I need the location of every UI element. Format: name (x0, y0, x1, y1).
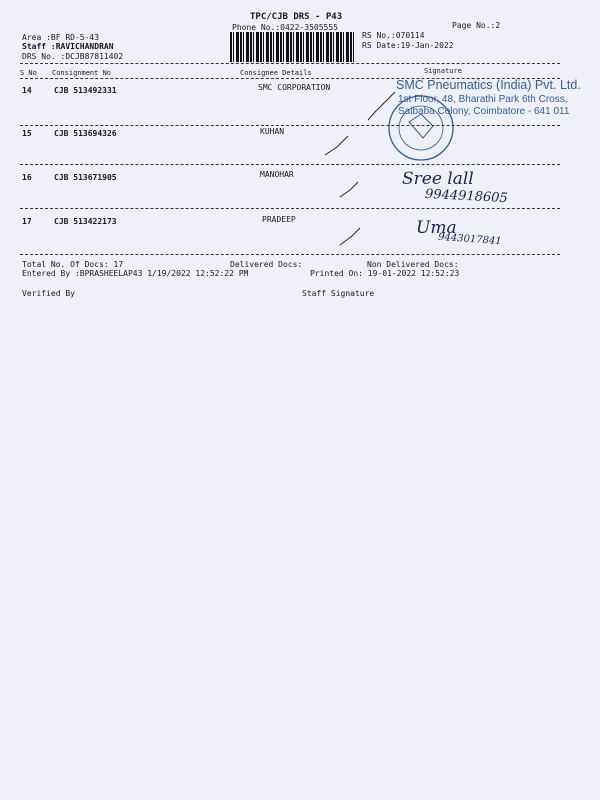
handwritten-signature: Sree lall (402, 169, 474, 189)
document-title: TPC/CJB DRS - P43 (250, 12, 343, 22)
column-header-sno: S No (20, 69, 37, 77)
handwritten-phone: 9443017841 (437, 231, 502, 248)
row-consignee: MANOHAR (260, 170, 294, 179)
divider (20, 208, 560, 209)
divider (20, 125, 560, 126)
column-header-signature: Signature (424, 67, 462, 75)
row-consignment-no: CJB 513492331 (54, 86, 117, 95)
handwritten-phone: 9944918605 (424, 186, 509, 207)
staff-signature: Staff Signature (302, 289, 375, 298)
row-consignee: KUHAN (260, 127, 285, 136)
row-consignment-no: CJB 513694326 (54, 129, 117, 138)
row-sno: 14 (22, 86, 32, 95)
row-sno: 16 (22, 173, 32, 182)
printed-on: Printed On: 19-01-2022 12:52:23 (310, 269, 460, 278)
divider (20, 164, 560, 165)
row-consignee: SMC CORPORATION (258, 83, 331, 92)
rs-date: RS Date:19-Jan-2022 (362, 41, 454, 50)
row-sno: 17 (22, 217, 32, 226)
column-header-consignment: Consignment No (52, 69, 112, 77)
page-number: Page No.:2 (452, 21, 501, 30)
total-docs: Total No. Of Docs: 17 (22, 260, 124, 269)
drs-number: DRS No. :DCJB87811402 (22, 52, 124, 61)
non-delivered-docs: Non Delivered Docs: (367, 260, 459, 269)
phone-number: Phone No.:0422-3505555 (232, 23, 338, 32)
stamp-address-line1: 1st Floor, 48, Bharathi Park 6th Cross, (398, 94, 568, 105)
row-consignment-no: CJB 513671905 (54, 173, 117, 182)
row-consignment-no: CJB 513422173 (54, 217, 117, 226)
stamp-company-name: SMC Pneumatics (India) Pvt. Ltd. (396, 78, 581, 92)
column-header-consignee: Consignee Details (240, 69, 312, 77)
row-sno: 15 (22, 129, 32, 138)
stamp-address-line2: Saibaba Colony, Coimbatore - 641 011 (398, 106, 570, 117)
row-consignee: PRADEEP (262, 215, 296, 224)
staff-name: Staff :RAVICHANDRAN (22, 42, 114, 51)
divider (20, 254, 560, 255)
entered-by: Entered By :BPRASHEELAP43 1/19/2022 12:52:22 PM (22, 269, 249, 278)
handwritten-signature: Uma (416, 218, 457, 238)
verified-by: Verified By (22, 289, 75, 298)
area: Area :BF RD-5-43 (22, 33, 100, 42)
rs-number: RS No.:070114 (362, 31, 425, 40)
delivered-docs: Delivered Docs: (230, 260, 303, 269)
